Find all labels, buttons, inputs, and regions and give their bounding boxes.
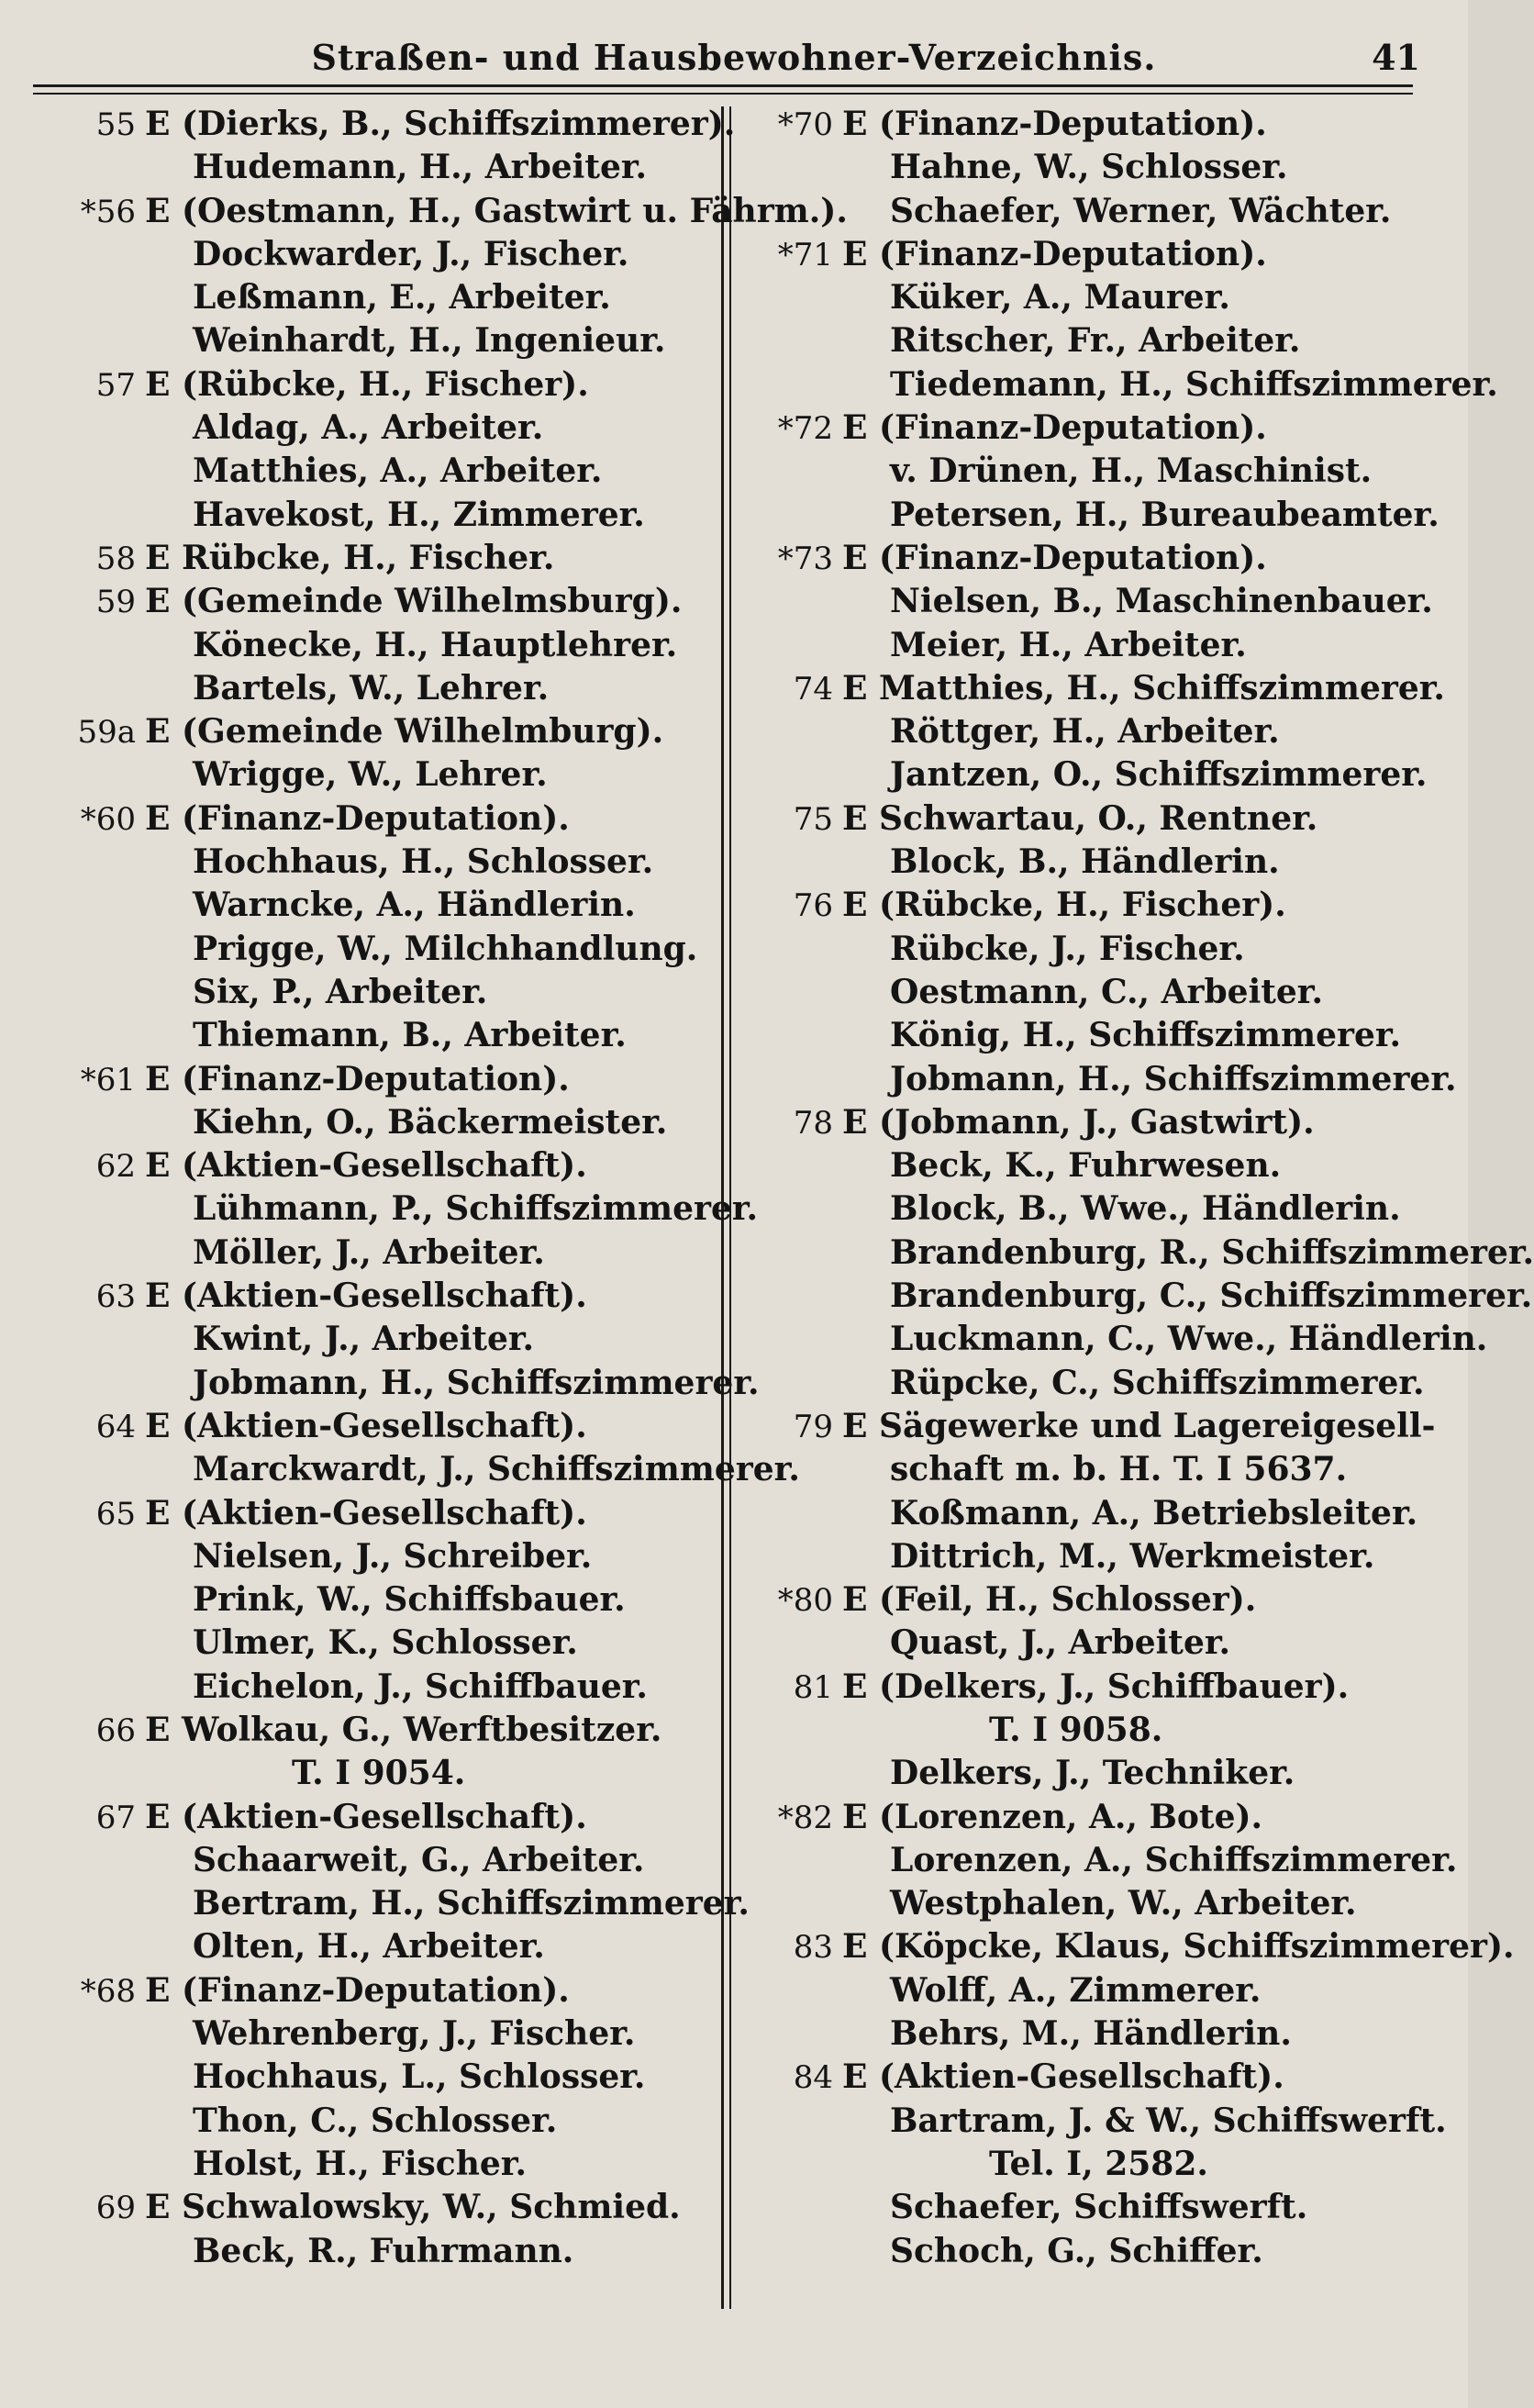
entry-text: Leßmann, E., Arbeiter. [193, 278, 611, 318]
entry-text: Wolff, A., Zimmerer. [890, 1970, 1262, 2010]
entry-text: Kwint, J., Arbeiter. [193, 1320, 535, 1359]
address-entry [37, 1058, 716, 1101]
entry-text: Quast, J., Arbeiter. [890, 1623, 1231, 1663]
house-number: 74 [793, 670, 833, 708]
entry-text: E (Lorenzen, A., Bote). [842, 1797, 1263, 1836]
resident-entry [37, 884, 716, 927]
resident-entry [37, 494, 716, 537]
resident-entry [37, 928, 716, 971]
address-entry [734, 407, 1450, 450]
entry-text: Brandenburg, C., Schiffszimmerer. [890, 1276, 1533, 1316]
entry-text: E (Dierks, B., Schiffszimmerer). [145, 105, 736, 143]
entry-text: Ulmer, K., Schlosser. [193, 1623, 578, 1663]
entry-text: Tiedemann, H., Schiffszimmerer. [890, 364, 1498, 404]
address-entry [37, 537, 716, 580]
house-number: 62 [95, 1148, 136, 1186]
house-number: 58 [95, 540, 136, 577]
entry-text: E Schwartau, O., Rentner. [842, 798, 1318, 838]
resident-entry [37, 1925, 716, 1968]
resident-entry [734, 1709, 1450, 1752]
entry-text: Jobmann, H., Schiffszimmerer. [193, 1363, 760, 1402]
resident-entry [37, 233, 716, 276]
entry-text: Block, B., Händlerin. [890, 842, 1280, 882]
entry-text: Havekost, H., Zimmerer. [193, 495, 645, 534]
entry-text: Wehrenberg, J., Fischer. [193, 2014, 636, 2054]
entry-text: Hudemann, H., Arbeiter. [193, 148, 648, 187]
entry-text: E (Finanz-Deputation). [145, 1970, 570, 2010]
house-number: 75 [793, 800, 833, 838]
entry-text: E (Aktien-Gesellschaft). [145, 1406, 587, 1445]
resident-entry [734, 1448, 1450, 1491]
resident-entry [734, 1969, 1450, 2012]
entry-text: Hahne, W., Schlosser. [890, 148, 1288, 187]
address-entry [37, 580, 716, 623]
resident-entry [734, 971, 1450, 1014]
right-column [734, 103, 1534, 2273]
resident-entry [734, 190, 1450, 233]
entry-text: E (Aktien-Gesellschaft). [145, 1493, 587, 1533]
entry-text: Nielsen, B., Maschinenbauer. [890, 582, 1433, 621]
address-entry [37, 1405, 716, 1448]
entry-text: E (Jobmann, J., Gastwirt). [842, 1102, 1315, 1142]
resident-entry [734, 2012, 1450, 2056]
resident-entry [37, 450, 716, 493]
entry-text: Bartels, W., Lehrer. [193, 668, 550, 708]
entry-text: E (Feil, H., Schlosser). [842, 1580, 1257, 1620]
resident-entry [37, 2100, 716, 2143]
page-title: Straßen- und Hausbewohner-Verzeichnis. [311, 37, 1157, 78]
resident-entry [37, 276, 716, 319]
house-number: 78 [793, 1104, 833, 1142]
house-number: *70 [777, 106, 833, 143]
resident-entry [734, 2100, 1450, 2143]
resident-entry [734, 1144, 1450, 1187]
house-number: *68 [80, 1972, 136, 2010]
house-number: *72 [777, 410, 833, 448]
house-number: 66 [95, 1711, 136, 1749]
resident-entry [37, 1362, 760, 1405]
resident-entry [37, 1752, 716, 1795]
entry-text: Schaarweit, G., Arbeiter. [193, 1840, 645, 1879]
entry-text: Luckmann, C., Wwe., Händlerin. [890, 1320, 1488, 1359]
house-number: *82 [777, 1799, 833, 1836]
header-rule [33, 84, 1413, 95]
entry-text: Schaefer, Werner, Wächter. [890, 191, 1392, 230]
address-entry [37, 710, 716, 753]
entry-text: Jobmann, H., Schiffszimmerer. [890, 1059, 1457, 1098]
resident-entry [37, 2012, 716, 2056]
address-entry [734, 233, 1450, 276]
house-number: *73 [777, 540, 833, 577]
resident-entry [734, 1882, 1450, 1925]
page-number: 41 [1372, 37, 1420, 78]
entry-text: E (Gemeinde Wilhelmburg). [145, 712, 664, 752]
house-number: *60 [80, 800, 136, 838]
resident-entry [734, 710, 1450, 753]
resident-entry [37, 1622, 716, 1665]
resident-entry [37, 1014, 716, 1057]
entry-text: Tel. I, 2582. [989, 2144, 1208, 2183]
entry-text: Weinhardt, H., Ingenieur. [193, 321, 666, 361]
resident-entry [37, 1318, 716, 1361]
resident-entry [734, 1058, 1457, 1101]
entry-text: Hochhaus, L., Schlosser. [193, 2057, 646, 2097]
entry-text: Rüpcke, C., Schiffszimmerer. [890, 1363, 1425, 1402]
house-number: 81 [793, 1668, 833, 1706]
entry-text: E (Rübcke, H., Fischer). [145, 364, 589, 404]
entry-text: Kiehn, O., Bäckermeister. [193, 1102, 668, 1142]
resident-entry [734, 624, 1450, 667]
address-entry [734, 667, 1450, 710]
entry-text: Olten, H., Arbeiter. [193, 1927, 545, 1967]
entry-text: Schaefer, Schiffswerft. [890, 2188, 1308, 2227]
resident-entry [37, 841, 716, 884]
entry-text: E (Gemeinde Wilhelmsburg). [145, 582, 683, 621]
address-entry [37, 1492, 716, 1535]
resident-entry [734, 494, 1450, 537]
entry-text: E (Finanz-Deputation). [145, 1059, 570, 1098]
entry-text: Nielsen, J., Schreiber. [193, 1536, 593, 1576]
entry-text: E (Aktien-Gesellschaft). [145, 1797, 587, 1836]
entry-text: E (Aktien-Gesellschaft). [145, 1146, 587, 1186]
resident-entry [734, 841, 1450, 884]
resident-entry [734, 928, 1450, 971]
address-entry [734, 2056, 1450, 2099]
entry-text: v. Drünen, H., Maschinist. [890, 452, 1373, 491]
entry-text: Prink, W., Schiffsbauer. [193, 1580, 626, 1620]
resident-entry [734, 1318, 1488, 1361]
resident-entry [37, 1535, 716, 1578]
house-number: 59a [77, 714, 136, 752]
entry-text: Möller, J., Arbeiter. [193, 1232, 545, 1272]
entry-text: Oestmann, C., Arbeiter. [890, 972, 1323, 1011]
entry-text: Rübcke, J., Fischer. [890, 929, 1245, 968]
house-number: 55 [95, 106, 136, 143]
resident-entry [37, 1666, 716, 1709]
resident-entry [734, 276, 1450, 319]
address-entry [734, 1796, 1450, 1839]
entry-text: schaft m. b. H. T. I 5637. [890, 1450, 1348, 1489]
entry-text: Wrigge, W., Lehrer. [193, 755, 548, 795]
resident-entry [37, 1187, 759, 1231]
entry-text: Röttger, H., Arbeiter. [890, 712, 1280, 752]
entry-text: Six, P., Arbeiter. [193, 972, 488, 1011]
address-entry [734, 1101, 1450, 1144]
entry-text: E (Köpcke, Klaus, Schiffszimmerer). [842, 1927, 1515, 1967]
resident-entry [734, 580, 1450, 623]
resident-entry [734, 1362, 1450, 1405]
entry-text: Thiemann, B., Arbeiter. [193, 1016, 627, 1055]
resident-entry [37, 971, 716, 1014]
resident-entry [37, 146, 716, 189]
resident-entry [734, 1622, 1450, 1665]
entry-text: E (Aktien-Gesellschaft). [145, 1276, 587, 1316]
house-number: 69 [95, 2190, 136, 2227]
house-number: *71 [777, 236, 833, 273]
address-entry [37, 103, 736, 146]
entry-text: Holst, H., Fischer. [193, 2144, 527, 2183]
house-number: 67 [95, 1799, 136, 1836]
entry-text: E (Finanz-Deputation). [842, 408, 1267, 448]
house-number: *80 [777, 1582, 833, 1620]
address-entry [37, 1796, 716, 1839]
entry-text: E (Finanz-Deputation). [842, 234, 1267, 273]
house-number: 57 [95, 366, 136, 404]
address-entry [734, 884, 1450, 927]
entry-text: Dockwarder, J., Fischer. [193, 234, 629, 273]
address-entry [37, 1969, 716, 2012]
resident-entry [734, 753, 1450, 797]
entry-text: Schoch, G., Schiffer. [890, 2231, 1263, 2270]
entry-text: T. I 9058. [989, 1710, 1163, 1749]
entry-text: Petersen, H., Bureaubeamter. [890, 495, 1440, 534]
house-number: 83 [793, 1929, 833, 1967]
entry-text: E (Oestmann, H., Gastwirt u. Fährm.). [145, 191, 848, 230]
address-entry [37, 190, 848, 233]
house-number: 63 [95, 1278, 136, 1316]
address-entry [37, 1144, 716, 1187]
entry-text: Lühmann, P., Schiffszimmerer. [193, 1189, 759, 1229]
resident-entry [37, 2143, 716, 2186]
address-entry [37, 2186, 716, 2229]
address-entry [37, 363, 716, 407]
entry-text: Beck, K., Fuhrwesen. [890, 1146, 1282, 1186]
house-number: 76 [793, 887, 833, 925]
resident-entry [37, 1578, 716, 1622]
resident-entry [734, 450, 1450, 493]
entry-text: Block, B., Wwe., Händlerin. [890, 1189, 1401, 1229]
address-entry [37, 1275, 716, 1318]
entry-text: Marckwardt, J., Schiffszimmerer. [193, 1450, 800, 1489]
entry-text: Brandenburg, R., Schiffszimmerer. [890, 1232, 1534, 1272]
resident-entry [37, 1448, 800, 1491]
entry-text: Prigge, W., Milchhandlung. [193, 929, 698, 968]
resident-entry [37, 1232, 716, 1275]
house-number: 79 [793, 1408, 833, 1445]
entry-text: Eichelon, J., Schiffbauer. [193, 1667, 648, 1706]
resident-entry [734, 146, 1450, 189]
entry-text: Bertram, H., Schiffszimmerer. [193, 1884, 750, 1923]
address-entry [734, 1405, 1450, 1448]
resident-entry [37, 624, 716, 667]
resident-entry [734, 1492, 1450, 1535]
resident-entry [37, 2056, 716, 2099]
entry-text: T. I 9054. [292, 1754, 466, 1793]
resident-entry [37, 1101, 716, 1144]
entry-text: E Wolkau, G., Werftbesitzer. [145, 1710, 662, 1749]
house-number: 59 [95, 584, 136, 621]
entry-text: Meier, H., Arbeiter. [890, 625, 1247, 664]
address-entry [734, 797, 1450, 841]
entry-text: E Schwalowsky, W., Schmied. [145, 2188, 681, 2227]
resident-entry [734, 1752, 1450, 1795]
entry-text: E (Finanz-Deputation). [842, 105, 1267, 143]
resident-entry [37, 753, 716, 797]
entry-text: E Matthies, H., Schiffszimmerer. [842, 668, 1445, 708]
entry-text: Jantzen, O., Schiffszimmerer. [890, 755, 1428, 795]
address-entry [734, 103, 1450, 146]
entry-text: Delkers, J., Techniker. [890, 1754, 1295, 1793]
entry-text: E (Rübcke, H., Fischer). [842, 886, 1286, 925]
entry-text: E (Aktien-Gesellschaft). [842, 2057, 1284, 2097]
resident-entry [734, 2230, 1450, 2273]
entry-text: Dittrich, M., Werkmeister. [890, 1536, 1375, 1576]
house-number: *56 [80, 193, 136, 230]
address-entry [37, 1709, 716, 1752]
entry-text: Bartram, J. & W., Schiffswerft. [890, 2101, 1447, 2140]
resident-entry [37, 319, 716, 362]
resident-entry [734, 1232, 1534, 1275]
entry-text: E (Delkers, J., Schiffbauer). [842, 1667, 1350, 1706]
entry-text: Westphalen, W., Arbeiter. [890, 1884, 1357, 1923]
resident-entry [734, 1187, 1450, 1231]
resident-entry [734, 1014, 1450, 1057]
resident-entry [734, 1839, 1458, 1882]
resident-entry [37, 1882, 750, 1925]
address-entry [734, 1925, 1515, 1968]
resident-entry [37, 667, 716, 710]
entry-text: Hochhaus, H., Schlosser. [193, 842, 654, 882]
house-number: 84 [793, 2059, 833, 2097]
resident-entry [734, 2143, 1450, 2186]
address-entry [734, 1666, 1450, 1709]
resident-entry [734, 1535, 1450, 1578]
resident-entry [37, 2230, 716, 2273]
page-header [37, 28, 1431, 92]
resident-entry [37, 1839, 716, 1882]
entry-text: Matthies, A., Arbeiter. [193, 452, 603, 491]
resident-entry [734, 363, 1498, 407]
entry-text: König, H., Schiffszimmerer. [890, 1016, 1402, 1055]
resident-entry [734, 2186, 1450, 2229]
entry-text: Ritscher, Fr., Arbeiter. [890, 321, 1301, 361]
entry-text: E (Finanz-Deputation). [145, 798, 570, 838]
house-number: *61 [80, 1061, 136, 1098]
entry-text: Könecke, H., Hauptlehrer. [193, 625, 678, 664]
entry-text: Behrs, M., Händlerin. [890, 2014, 1292, 2054]
entry-text: Lorenzen, A., Schiffszimmerer. [890, 1840, 1458, 1879]
address-entry [734, 1578, 1450, 1622]
house-number: 65 [95, 1495, 136, 1533]
entry-text: E Sägewerke und Lagereigesell- [842, 1406, 1436, 1445]
entry-text: Küker, A., Maurer. [890, 278, 1230, 318]
entry-text: Thon, C., Schlosser. [193, 2101, 558, 2140]
address-entry [734, 537, 1450, 580]
entry-text: Koßmann, A., Betriebsleiter. [890, 1493, 1418, 1533]
resident-entry [734, 1275, 1533, 1318]
house-number: 64 [95, 1408, 136, 1445]
entry-text: E Rübcke, H., Fischer. [145, 538, 555, 577]
resident-entry [734, 319, 1450, 362]
entry-text: Aldag, A., Arbeiter. [193, 408, 544, 448]
entry-text: E (Finanz-Deputation). [842, 538, 1267, 577]
entry-text: Beck, R., Fuhrmann. [193, 2231, 574, 2270]
entry-text: Warncke, A., Händlerin. [193, 886, 636, 925]
address-entry [37, 797, 716, 841]
resident-entry [37, 407, 716, 450]
